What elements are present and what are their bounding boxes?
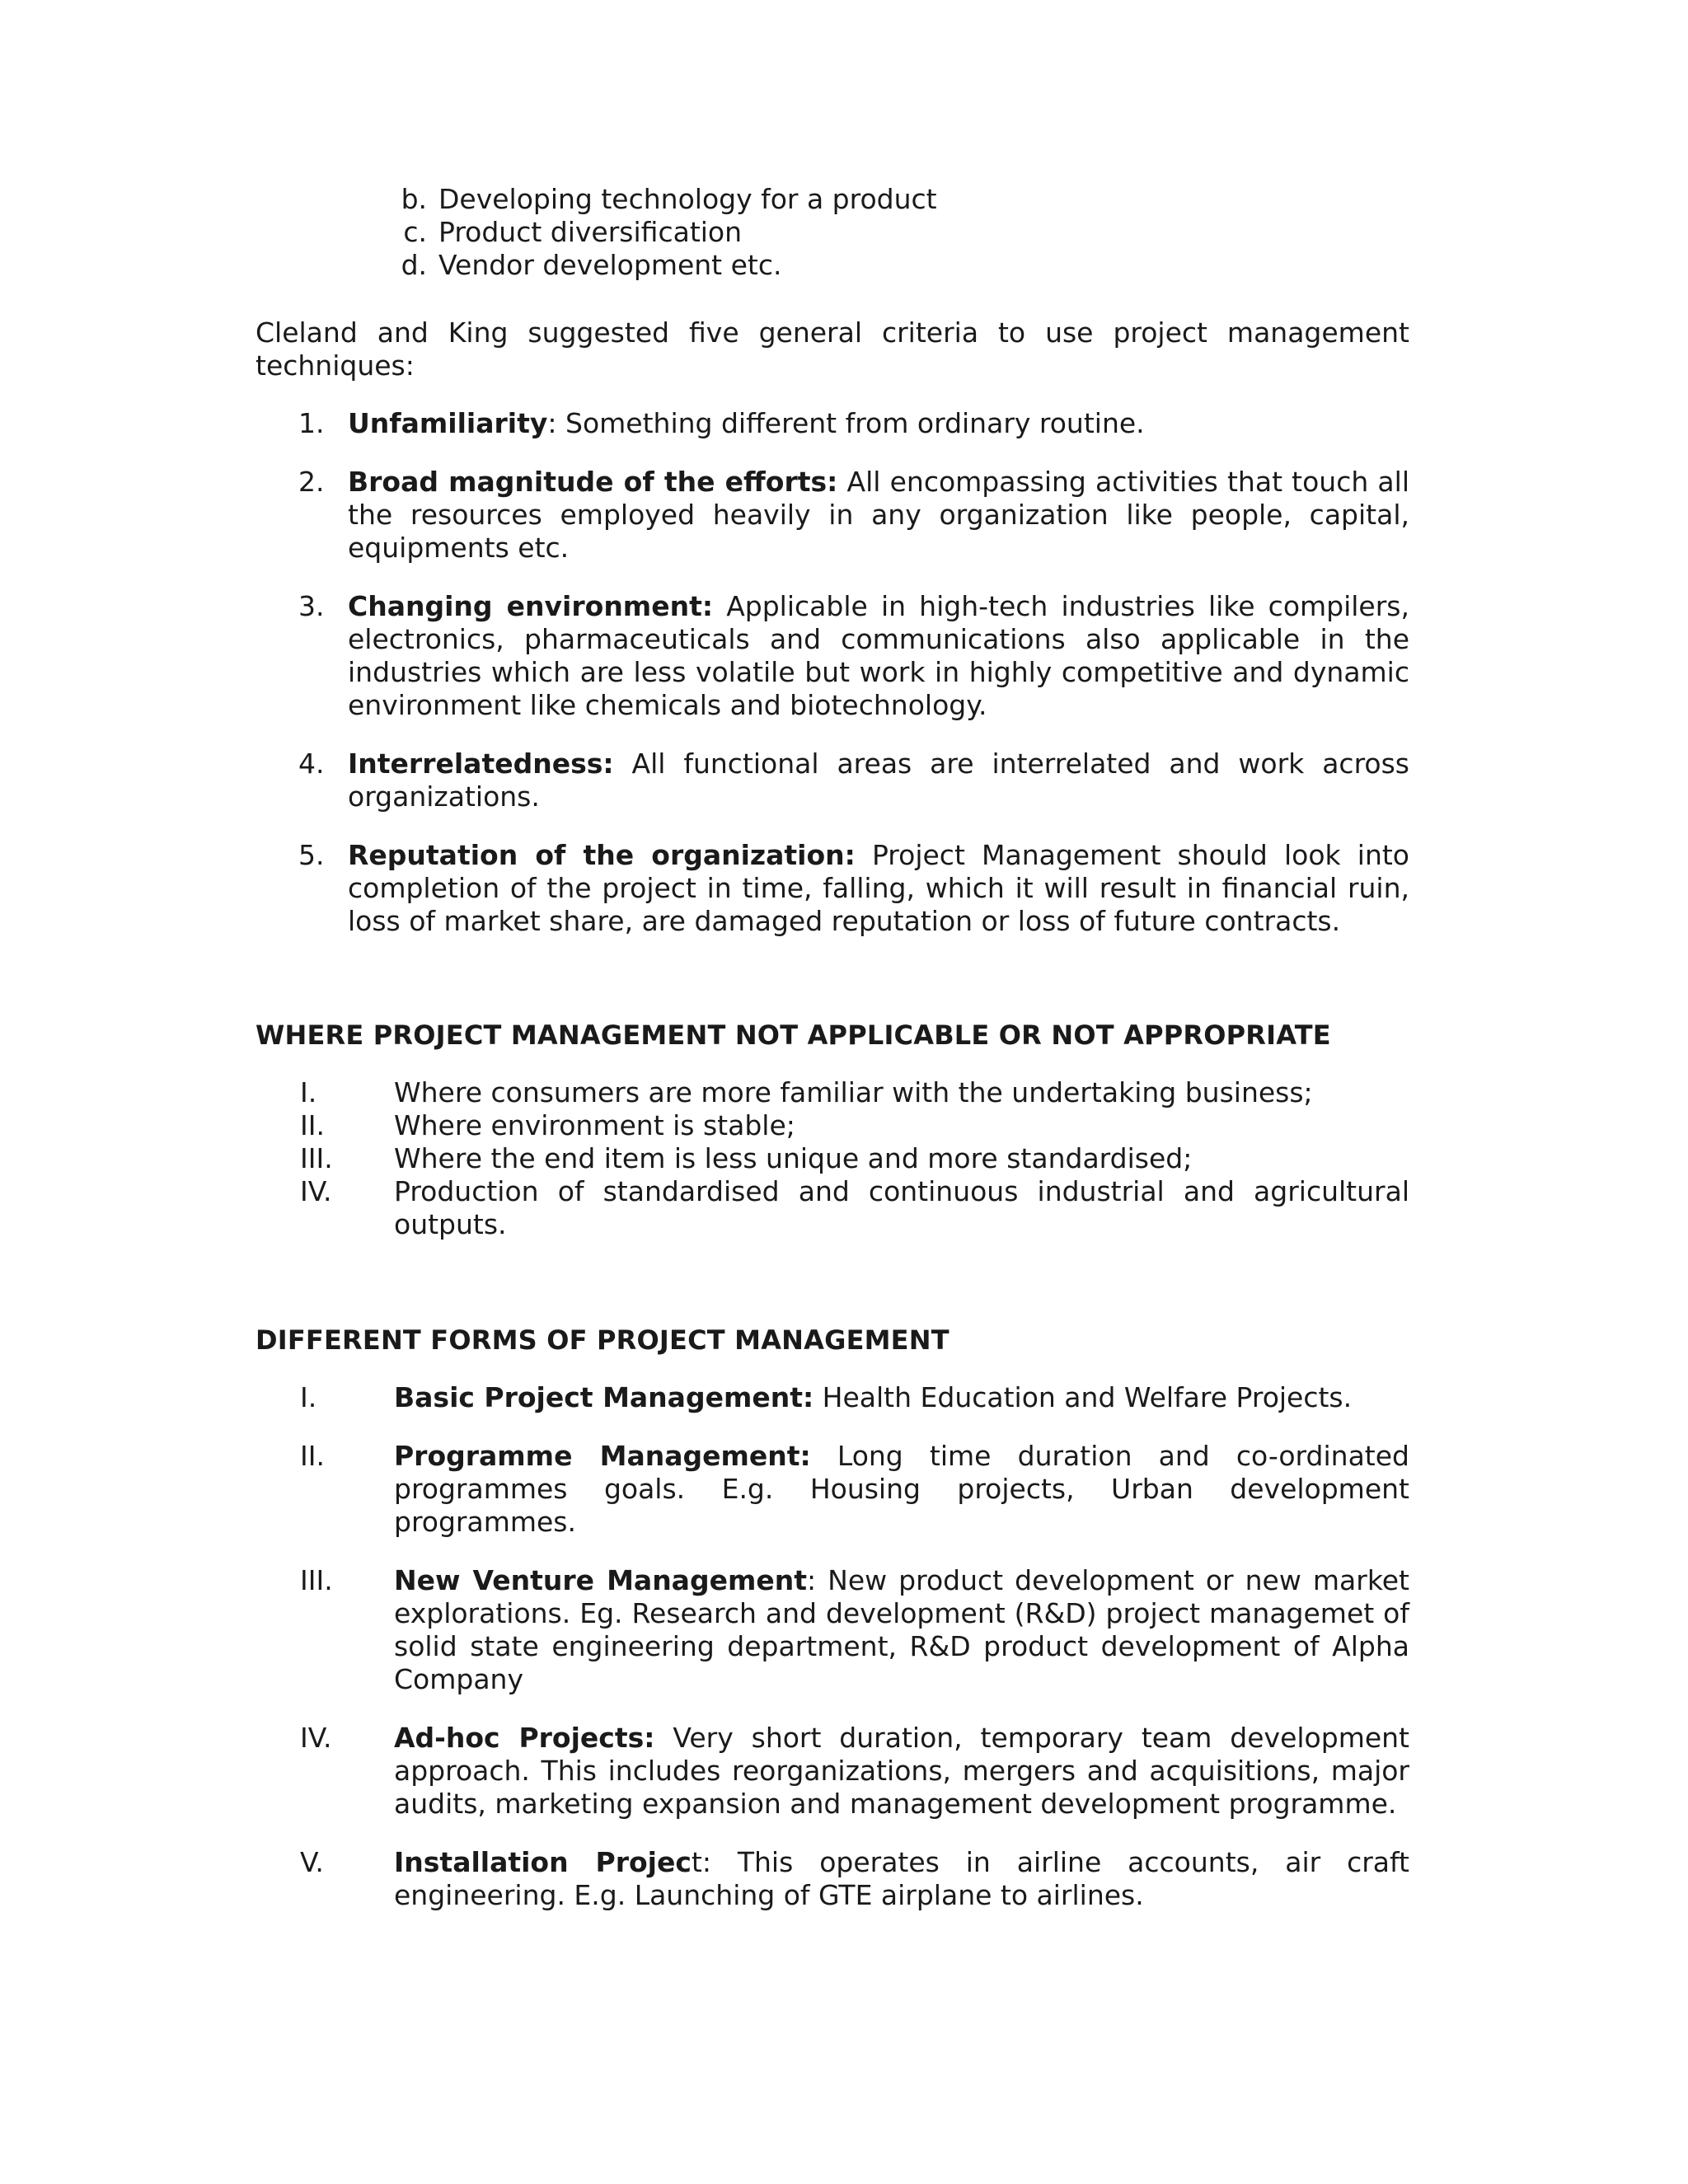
list-marker: 3. [298, 590, 325, 622]
list-marker: II. [300, 1440, 325, 1472]
list-item-text: Where consumers are more familiar with the undertaking business; [394, 1076, 1313, 1108]
list-marker: b. [401, 183, 427, 215]
list-item-text: Product diversification [438, 216, 743, 248]
list-item [256, 1076, 1409, 1109]
not-applicable-list [256, 1076, 1409, 1241]
list-item [256, 1722, 1409, 1821]
list-item [256, 183, 1409, 216]
list-marker: c. [403, 216, 427, 248]
list-marker: I. [300, 1381, 317, 1413]
list-marker: I. [300, 1076, 317, 1108]
list-item [256, 1109, 1409, 1142]
section-heading: DIFFERENT FORMS OF PROJECT MANAGEMENT [256, 1324, 950, 1356]
section-heading: WHERE PROJECT MANAGEMENT NOT APPLICABLE OR NOT APPROPRIATE [256, 1019, 1331, 1051]
list-marker: IV. [300, 1175, 332, 1207]
criteria-term: Unfamiliarity [348, 407, 548, 439]
list-item [256, 216, 1409, 249]
list-item-text: Developing technology for a product [438, 183, 937, 215]
list-item [256, 249, 1409, 282]
form-term: Programme Management: [394, 1440, 811, 1472]
criteria-text: Applicable in high-tech industries like compilers, electronics, pharmaceuticals and communications also applicable in the industries which are less volatile but work in highly competitive and dynamic environment like chemicals and biotechnology. [348, 590, 1409, 721]
list-marker: III. [300, 1564, 333, 1596]
criteria-term: Interrelatedness: [348, 748, 614, 780]
list-item [256, 1846, 1409, 1912]
criteria-text: All encompassing activities that touch all the resources employed heavily in any organization like people, capital, equipments etc. [348, 466, 1409, 564]
form-term: Installation Projec [394, 1846, 692, 1878]
list-item-text: Vendor development etc. [438, 249, 782, 281]
criteria-text: Project Management should look into completion of the project in time, falling, which it will result in financial ruin, loss of market share, are damaged reputation or loss of future contracts. [348, 839, 1409, 937]
list-item-text: Where environment is stable; [394, 1109, 795, 1141]
list-marker: 5. [298, 839, 325, 871]
list-marker: II. [300, 1109, 325, 1141]
form-text: t: This operates in airline accounts, air craft engineering. E.g. Launching of GTE airplane to airlines. [394, 1846, 1409, 1911]
form-text: Health Education and Welfare Projects. [814, 1381, 1353, 1413]
criteria-list [256, 407, 1409, 938]
forms-list [256, 1381, 1409, 1912]
form-text: : New product development or new market explorations. Eg. Research and development (R&D) project managemet of solid state engineering department, R&D product development of Alpha Company [394, 1564, 1409, 1695]
list-item [256, 1381, 1409, 1414]
document-page [256, 183, 1409, 1938]
list-marker: IV. [300, 1722, 332, 1754]
criteria-item [256, 407, 1409, 440]
criteria-text: All functional areas are interrelated and work across organizations. [348, 748, 1409, 813]
criteria-item [256, 839, 1409, 938]
list-item [256, 1564, 1409, 1696]
list-marker: 4. [298, 748, 325, 780]
list-marker: III. [300, 1142, 333, 1174]
list-item [256, 1142, 1409, 1175]
criteria-term: Reputation of the organization: [348, 839, 856, 871]
list-item [256, 1175, 1409, 1241]
continued-list [256, 183, 1409, 282]
form-term: Basic Project Management: [394, 1381, 814, 1413]
list-item [256, 1440, 1409, 1539]
list-item-text: Production of standardised and continuous industrial and agricultural outputs. [394, 1175, 1409, 1240]
criteria-term: Changing environment: [348, 590, 714, 622]
form-term: New Venture Management [394, 1564, 807, 1596]
list-marker: 2. [298, 466, 325, 498]
list-marker: d. [401, 249, 427, 281]
form-text: Long time duration and co-ordinated programmes goals. E.g. Housing projects, Urban development programmes. [394, 1440, 1409, 1538]
list-marker: 1. [298, 407, 325, 439]
list-marker: V. [300, 1846, 324, 1878]
criteria-item [256, 590, 1409, 722]
criteria-item [256, 748, 1409, 813]
intro-paragraph: Cleland and King suggested five general criteria to use project management techniques: [256, 316, 1409, 382]
criteria-term: Broad magnitude of the efforts: [348, 466, 838, 498]
criteria-item [256, 466, 1409, 565]
criteria-text: : Something different from ordinary routine. [547, 407, 1145, 439]
form-text: Very short duration, temporary team development approach. This includes reorganizations, mergers and acquisitions, major audits, marketing expansion and management development programme. [394, 1722, 1409, 1820]
form-term: Ad-hoc Projects: [394, 1722, 655, 1754]
list-item-text: Where the end item is less unique and more standardised; [394, 1142, 1193, 1174]
